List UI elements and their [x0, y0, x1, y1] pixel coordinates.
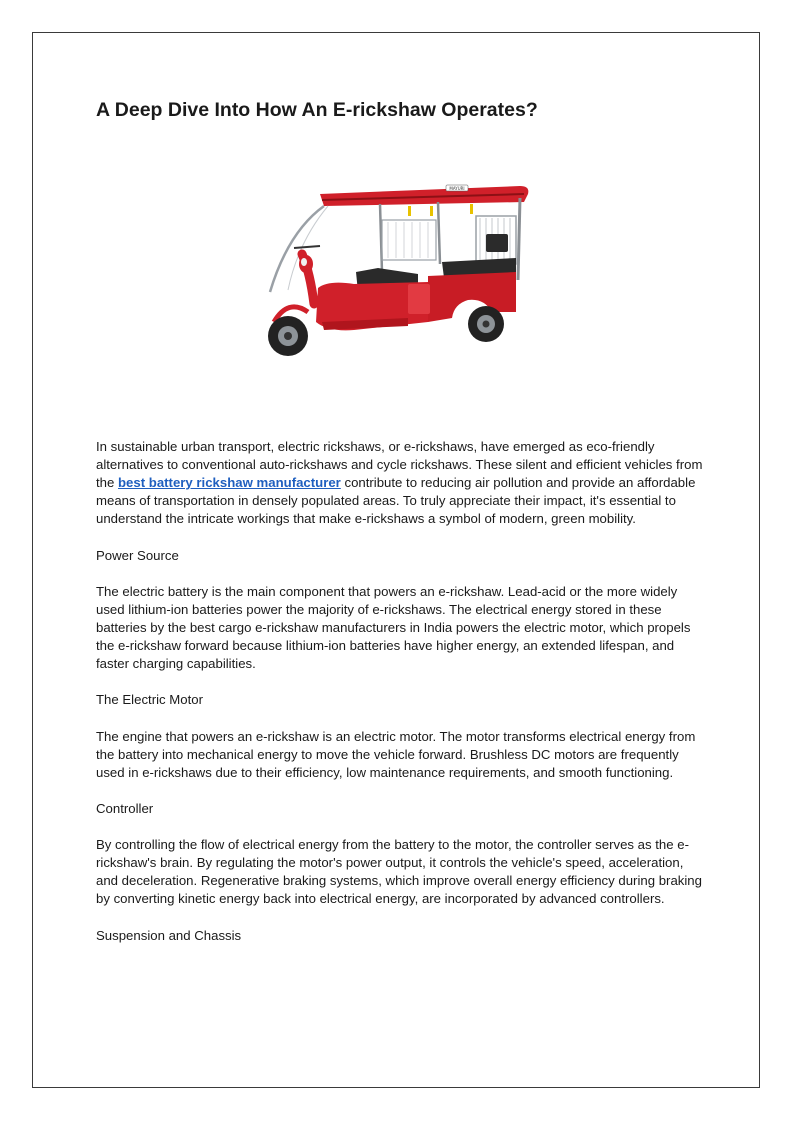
- manufacturer-link[interactable]: best battery rickshaw manufacturer: [118, 475, 341, 491]
- section-body-electric-motor: The engine that powers an e-rickshaw is an electric motor. The motor transforms electrical energy from the battery into mechanical energy to move the vehicle forward. Brushless DC motors are frequently used in e-rickshaws due to their efficiency, low maintenance requirements, and smooth functioning.: [96, 728, 696, 780]
- section-body-controller: By controlling the flow of electrical energy from the battery to the motor, the controller serves as the e-rickshaw's brain. By regulating the motor's power output, it controls the vehicle's speed, acceleration, and deceleration. Regenerative braking systems, which improve overall energy efficiency during braking by converting kinetic energy back into electrical energy, are incorporated by advanced controllers.: [96, 837, 702, 907]
- intro-text-start: In sustainable urban transport, electric rickshaws, or e-rickshaws, have emerged as eco-friendly alternatives to conventional auto-rickshaws and cycle rickshaws. These silent and efficient vehicles from the: [96, 439, 703, 491]
- intro-text-end: contribute to reducing air pollution and provide an affordable means of transportation in densely populated areas. To truly appreciate their impact, it's essential to understand the intricate workings that make e-rickshaws a symbol of modern, green mobility.: [96, 475, 696, 527]
- hero-image: [258, 172, 534, 368]
- section-heading-suspension-chassis: Suspension and Chassis: [96, 927, 242, 943]
- section-heading-power-source: Power Source: [96, 547, 179, 563]
- rear-wheel: [468, 306, 504, 342]
- article-body: [96, 438, 706, 963]
- section-body-power-source: The electric battery is the main component that powers an e-rickshaw. Lead-acid or the more widely used lithium-ion batteries power the majority of e-rickshaws. The electrical energy stored in these batteries by the best cargo e-rickshaw manufacturers in India powers the electric motor, which propels the e-rickshaw forward because lithium-ion batteries have higher energy, an extended lifespan, and faster charging capabilities.: [96, 583, 691, 672]
- brand-label: MAYURI: [449, 186, 465, 191]
- e-rickshaw-image: [258, 172, 534, 368]
- front-wheel: [268, 316, 308, 356]
- intro-paragraph: [96, 438, 706, 528]
- article-header: [96, 96, 702, 124]
- section-heading-controller: Controller: [96, 800, 154, 816]
- section-heading-electric-motor: The Electric Motor: [96, 692, 203, 708]
- page-title: A Deep Dive Into How An E-rickshaw Operates?: [96, 99, 538, 121]
